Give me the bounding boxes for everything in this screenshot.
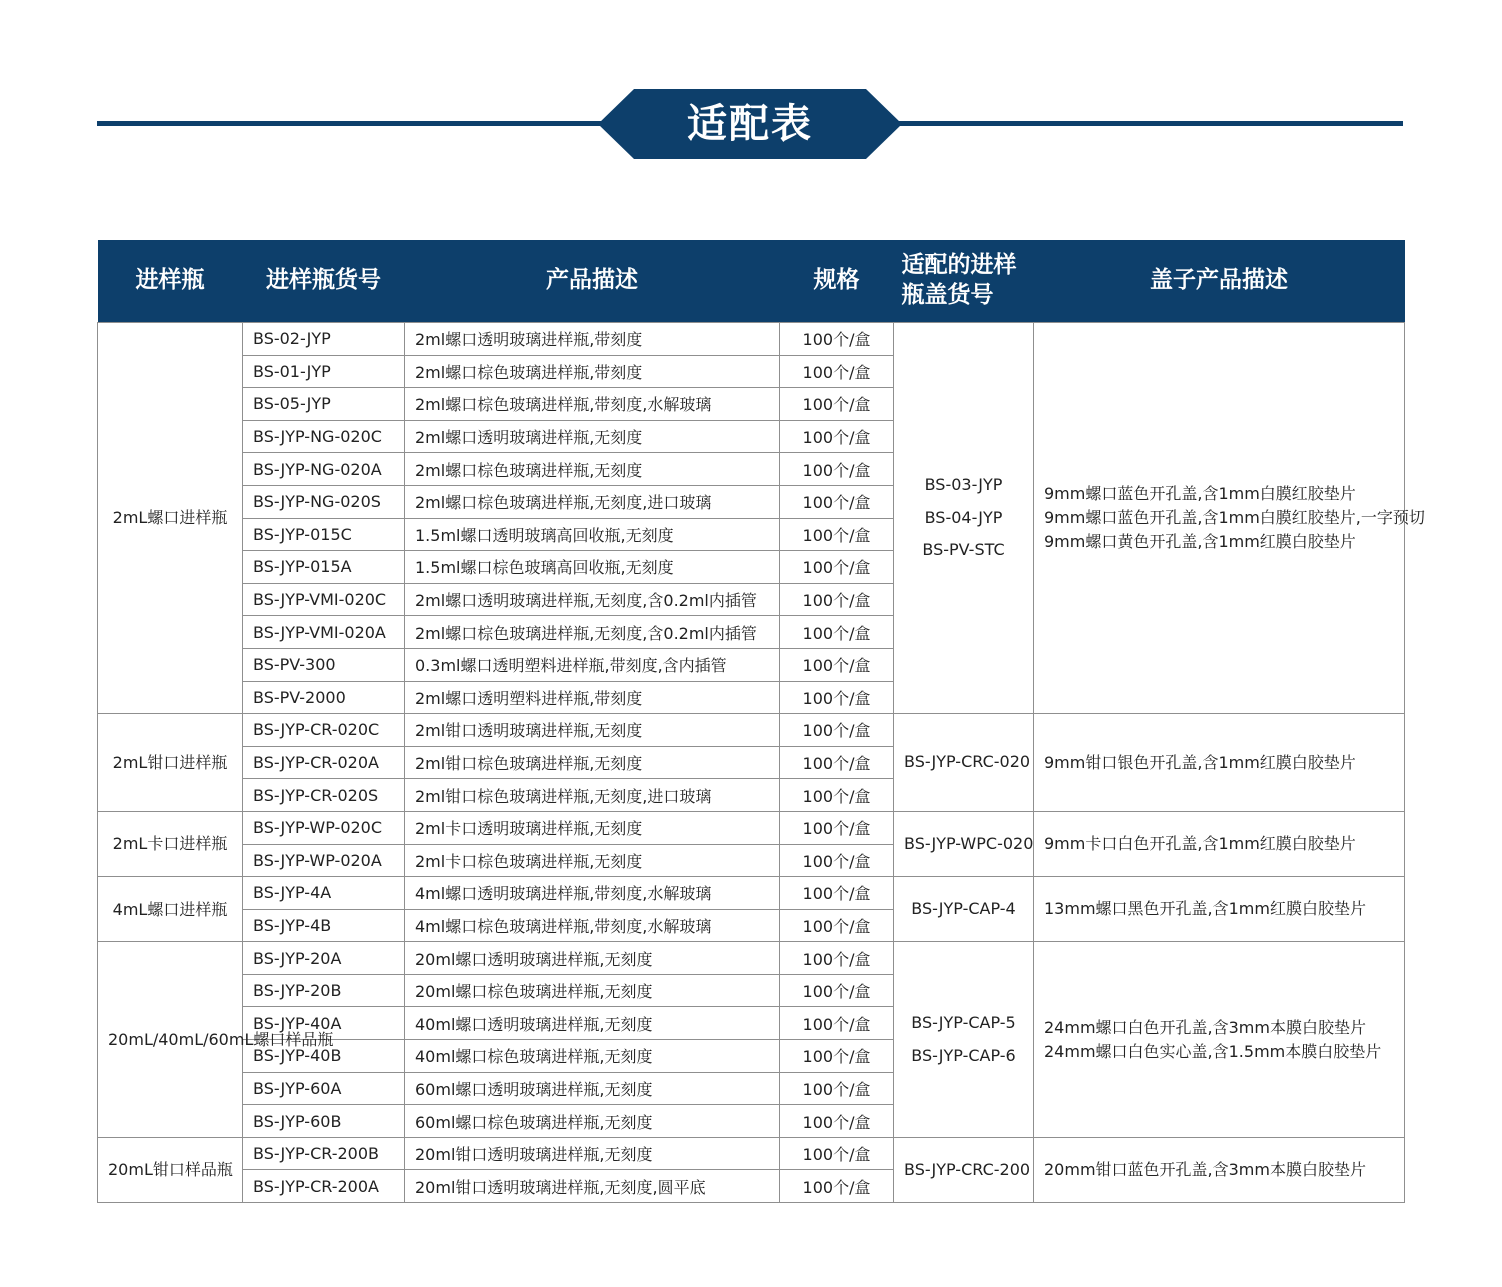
- product-description: 2ml螺口透明玻璃进样瓶,无刻度: [405, 420, 780, 453]
- cap-code: BS-JYP-CRC-200: [904, 1159, 1031, 1179]
- spec: 100个/盒: [780, 1170, 894, 1203]
- product-description: 2ml螺口透明塑料进样瓶,带刻度: [405, 681, 780, 714]
- product-description: 20ml钳口透明玻璃进样瓶,无刻度: [405, 1137, 780, 1170]
- cap-description: 9mm螺口蓝色开孔盖,含1mm白膜红胶垫片,一字预切: [1044, 508, 1425, 528]
- spec: 100个/盒: [780, 779, 894, 812]
- cap-codes: [894, 714, 1034, 812]
- vial-code: BS-JYP-20B: [243, 974, 405, 1007]
- spec: 100个/盒: [780, 1007, 894, 1040]
- cap-code: BS-03-JYP: [924, 474, 1003, 494]
- vial-code: BS-JYP-WP-020C: [243, 811, 405, 844]
- vial-code: BS-JYP-VMI-020C: [243, 583, 405, 616]
- header-spec: 规格: [780, 240, 894, 323]
- vial-code: BS-JYP-60A: [243, 1072, 405, 1105]
- cap-code: BS-JYP-WPC-020: [904, 833, 1034, 853]
- table-row: [98, 714, 1405, 747]
- cap-codes: [894, 942, 1034, 1138]
- product-description: 2ml钳口透明玻璃进样瓶,无刻度: [405, 714, 780, 747]
- spec: 100个/盒: [780, 388, 894, 421]
- vial-code: BS-JYP-CR-020C: [243, 714, 405, 747]
- cap-description: 9mm卡口白色开孔盖,含1mm红膜白胶垫片: [1044, 834, 1356, 853]
- vial-code: BS-JYP-NG-020A: [243, 453, 405, 486]
- vial-code: BS-02-JYP: [243, 323, 405, 356]
- table-row: [98, 811, 1405, 844]
- table-row: [98, 1137, 1405, 1170]
- product-description: 2ml钳口棕色玻璃进样瓶,无刻度,进口玻璃: [405, 779, 780, 812]
- spec: 100个/盒: [780, 616, 894, 649]
- vial-code: BS-PV-300: [243, 648, 405, 681]
- spec: 100个/盒: [780, 1040, 894, 1073]
- spec: 100个/盒: [780, 551, 894, 584]
- spec: 100个/盒: [780, 485, 894, 518]
- cap-description: 9mm螺口黄色开孔盖,含1mm红膜白胶垫片: [1044, 532, 1356, 552]
- cap-codes: [894, 1137, 1034, 1202]
- vial-code: BS-JYP-CR-200B: [243, 1137, 405, 1170]
- vial-code: BS-JYP-015C: [243, 518, 405, 551]
- spec: 100个/盒: [780, 1105, 894, 1138]
- spec: 100个/盒: [780, 909, 894, 942]
- product-description: 20ml螺口透明玻璃进样瓶,无刻度: [405, 942, 780, 975]
- spec: 100个/盒: [780, 648, 894, 681]
- cap-code: BS-JYP-CAP-4: [911, 898, 1016, 918]
- vial-group-name: 2mL钳口进样瓶: [98, 714, 243, 812]
- vial-code: BS-JYP-20A: [243, 942, 405, 975]
- product-description: 2ml钳口棕色玻璃进样瓶,无刻度: [405, 746, 780, 779]
- product-description: 2ml螺口棕色玻璃进样瓶,带刻度: [405, 355, 780, 388]
- product-description: 2ml螺口透明玻璃进样瓶,无刻度,含0.2ml内插管: [405, 583, 780, 616]
- table-header-row: [98, 240, 1405, 323]
- vial-code: BS-JYP-WP-020A: [243, 844, 405, 877]
- table-row: [98, 323, 1405, 356]
- spec: 100个/盒: [780, 681, 894, 714]
- product-description: 2ml螺口棕色玻璃进样瓶,带刻度,水解玻璃: [405, 388, 780, 421]
- spec: 100个/盒: [780, 583, 894, 616]
- cap-descriptions: [1034, 877, 1405, 942]
- spec: 100个/盒: [780, 942, 894, 975]
- spec: 100个/盒: [780, 323, 894, 356]
- product-description: 2ml螺口棕色玻璃进样瓶,无刻度,进口玻璃: [405, 485, 780, 518]
- spec: 100个/盒: [780, 974, 894, 1007]
- product-description: 2ml螺口棕色玻璃进样瓶,无刻度: [405, 453, 780, 486]
- vial-code: BS-PV-2000: [243, 681, 405, 714]
- cap-codes: [894, 877, 1034, 942]
- product-description: 4ml螺口透明玻璃进样瓶,带刻度,水解玻璃: [405, 877, 780, 910]
- vial-code: BS-JYP-4B: [243, 909, 405, 942]
- cap-codes: [894, 323, 1034, 714]
- cap-descriptions: [1034, 714, 1405, 812]
- product-description: 1.5ml螺口透明玻璃高回收瓶,无刻度: [405, 518, 780, 551]
- spec: 100个/盒: [780, 811, 894, 844]
- cap-descriptions: [1034, 1137, 1405, 1202]
- vial-code: BS-JYP-NG-020C: [243, 420, 405, 453]
- header-vial-code: 进样瓶货号: [243, 240, 405, 323]
- vial-group-name: 4mL螺口进样瓶: [98, 877, 243, 942]
- cap-descriptions: [1034, 811, 1405, 876]
- product-description: 60ml螺口透明玻璃进样瓶,无刻度: [405, 1072, 780, 1105]
- cap-code: BS-04-JYP: [924, 507, 1003, 527]
- cap-description: 9mm钳口银色开孔盖,含1mm红膜白胶垫片: [1044, 752, 1356, 772]
- header-cap-code: 适配的进样 瓶盖货号: [894, 240, 1034, 323]
- product-description: 0.3ml螺口透明塑料进样瓶,带刻度,含内插管: [405, 648, 780, 681]
- product-description: 20ml螺口棕色玻璃进样瓶,无刻度: [405, 974, 780, 1007]
- cap-description: 24mm螺口白色实心盖,含1.5mm本膜白胶垫片: [1044, 1041, 1382, 1061]
- cap-codes: [894, 811, 1034, 876]
- header-product-desc: 产品描述: [405, 240, 780, 323]
- spec: 100个/盒: [780, 1072, 894, 1105]
- vial-code: BS-JYP-CR-020A: [243, 746, 405, 779]
- product-description: 60ml螺口棕色玻璃进样瓶,无刻度: [405, 1105, 780, 1138]
- product-description: 1.5ml螺口棕色玻璃高回收瓶,无刻度: [405, 551, 780, 584]
- vial-code: BS-JYP-VMI-020A: [243, 616, 405, 649]
- header-vial: 进样瓶: [98, 240, 243, 323]
- vial-code: BS-JYP-4A: [243, 877, 405, 910]
- cap-description: 13mm螺口黑色开孔盖,含1mm红膜白胶垫片: [1044, 899, 1366, 919]
- header-cap-desc: 盖子产品描述: [1034, 240, 1405, 323]
- table-row: [98, 877, 1405, 910]
- product-description: 2ml螺口透明玻璃进样瓶,带刻度: [405, 323, 780, 356]
- product-description: 4ml螺口棕色玻璃进样瓶,带刻度,水解玻璃: [405, 909, 780, 942]
- cap-descriptions: [1034, 323, 1425, 714]
- product-description: 40ml螺口棕色玻璃进样瓶,无刻度: [405, 1040, 780, 1073]
- vial-code: BS-05-JYP: [243, 388, 405, 421]
- cap-code: BS-PV-STC: [922, 540, 1005, 560]
- product-description: 2ml卡口透明玻璃进样瓶,无刻度: [405, 811, 780, 844]
- vial-code: BS-JYP-60B: [243, 1105, 405, 1138]
- vial-code: BS-JYP-CR-020S: [243, 779, 405, 812]
- spec: 100个/盒: [780, 1137, 894, 1170]
- cap-code: BS-JYP-CRC-020: [904, 752, 1031, 772]
- vial-code: BS-JYP-CR-200A: [243, 1170, 405, 1203]
- product-description: 2ml卡口棕色玻璃进样瓶,无刻度: [405, 844, 780, 877]
- product-description: 40ml螺口透明玻璃进样瓶,无刻度: [405, 1007, 780, 1040]
- vial-code: BS-JYP-NG-020S: [243, 485, 405, 518]
- vial-code: BS-JYP-40B: [243, 1040, 405, 1073]
- spec: 100个/盒: [780, 518, 894, 551]
- page-title: 适配表: [687, 101, 813, 147]
- spec: 100个/盒: [780, 453, 894, 486]
- cap-descriptions: [1034, 942, 1405, 1138]
- cap-description: 20mm钳口蓝色开孔盖,含3mm本膜白胶垫片: [1044, 1159, 1366, 1179]
- product-description: 2ml螺口棕色玻璃进样瓶,无刻度,含0.2ml内插管: [405, 616, 780, 649]
- spec: 100个/盒: [780, 746, 894, 779]
- vial-group-name: 2mL卡口进样瓶: [98, 811, 243, 876]
- vial-code: BS-JYP-40A: [243, 1007, 405, 1040]
- spec: 100个/盒: [780, 714, 894, 747]
- spec: 100个/盒: [780, 877, 894, 910]
- spec: 100个/盒: [780, 844, 894, 877]
- vial-code: BS-01-JYP: [243, 355, 405, 388]
- vial-group-name: 2mL螺口进样瓶: [98, 323, 243, 714]
- cap-description: 9mm螺口蓝色开孔盖,含1mm白膜红胶垫片: [1044, 484, 1356, 504]
- spec: 100个/盒: [780, 420, 894, 453]
- vial-code: BS-JYP-015A: [243, 551, 405, 584]
- cap-description: 24mm螺口白色开孔盖,含3mm本膜白胶垫片: [1044, 1017, 1366, 1037]
- vial-group-name: 20mL/40mL/60mL螺口样品瓶: [98, 942, 243, 1138]
- spec: 100个/盒: [780, 355, 894, 388]
- table-row: [98, 942, 1405, 975]
- vial-group-name: 20mL钳口样品瓶: [98, 1137, 243, 1202]
- cap-code: BS-JYP-CAP-6: [911, 1045, 1016, 1065]
- compatibility-table: [97, 240, 1425, 1203]
- cap-code: BS-JYP-CAP-5: [911, 1012, 1016, 1032]
- product-description: 20ml钳口透明玻璃进样瓶,无刻度,圆平底: [405, 1170, 780, 1203]
